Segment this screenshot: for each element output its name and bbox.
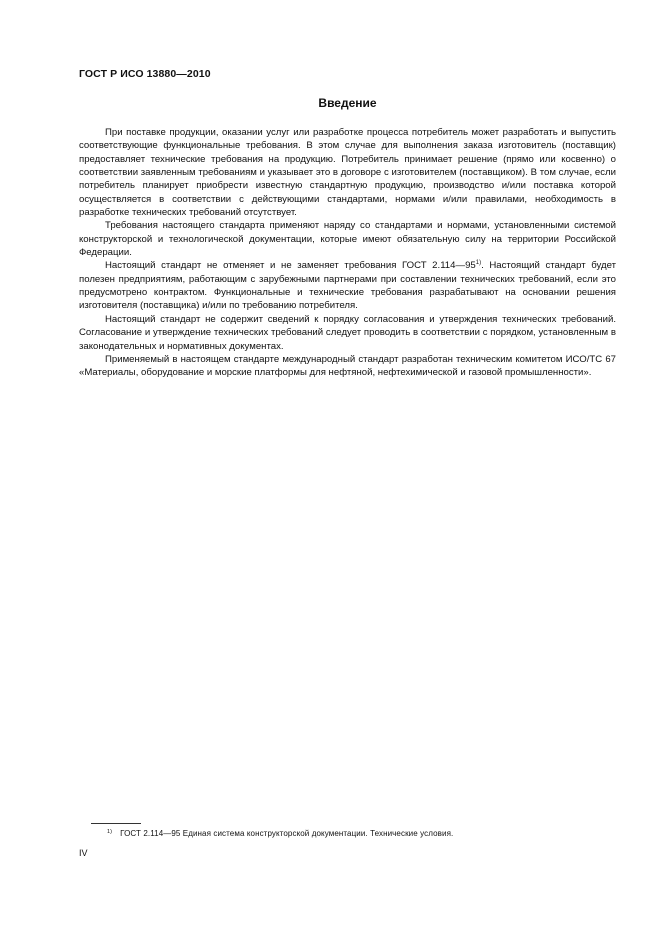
paragraph-5: Применяемый в настоящем стандарте международный стандарт разработан техническим комитетом ИСО/ТС 67 «Материалы, оборудование и морские платформы для нефтяной, нефтехимической и газовой промышленности». (79, 353, 616, 379)
footnote-reference: 1) (475, 260, 482, 267)
body-text (79, 126, 616, 380)
paragraph-4: Настоящий стандарт не содержит сведений к порядку согласования и утверждения технических требований. Согласование и утверждение технических требований следует проводить в соответствии с порядком, установленным в законодательных и нормативных документах. (79, 313, 616, 352)
footnote (107, 829, 453, 838)
footnote-text: ГОСТ 2.114—95 Единая система конструкторской документации. Технические условия. (120, 829, 454, 838)
footnote-separator (91, 823, 141, 824)
paragraph-3 (79, 259, 616, 312)
page-number: IV (79, 848, 88, 858)
section-title: Введение (318, 96, 377, 110)
document-code-header: ГОСТ Р ИСО 13880—2010 (79, 68, 211, 80)
footnote-mark: 1) (107, 829, 113, 835)
paragraph-2: Требования настоящего стандарта применяют наряду со стандартами и нормами, установленными системой конструкторской и технологической документации, которые имеют обязательную силу на территории Российской Федерации. (79, 220, 616, 259)
paragraph-1: При поставке продукции, оказании услуг или разработке процесса потребитель может разработать и выпустить соответствующие функциональные требования. В этом случае для выполнения заказа изготовитель (поставщик) предоставляет технические требования на продукцию. Потребитель принимает решение (прямо или косвенно) о соответствии заявленным требованиям и указывает это в договоре с изготовителем (поставщиком). В том случае, если потребитель планирует приобрести известную стандартную продукцию, производство и/или поставка которой осуществляется в соответствии с действующими стандартами, нормами и/или правилами, необходимость в разработке технических требований отсутствует. (79, 127, 616, 219)
paragraph-3-before: Настоящий стандарт не отменяет и не заменяет требования ГОСТ 2.114—95 (105, 260, 476, 272)
paragraph-3-after: . Настоящий стандарт будет полезен предприятиям, работающим с зарубежными партнерами при составлении технических требований, если это предусмотрено контрактом. Функциональные и технические требования разрабатывают на основании решения изготовителя (поставщика) и/или по требованию потребителя. (79, 260, 616, 312)
